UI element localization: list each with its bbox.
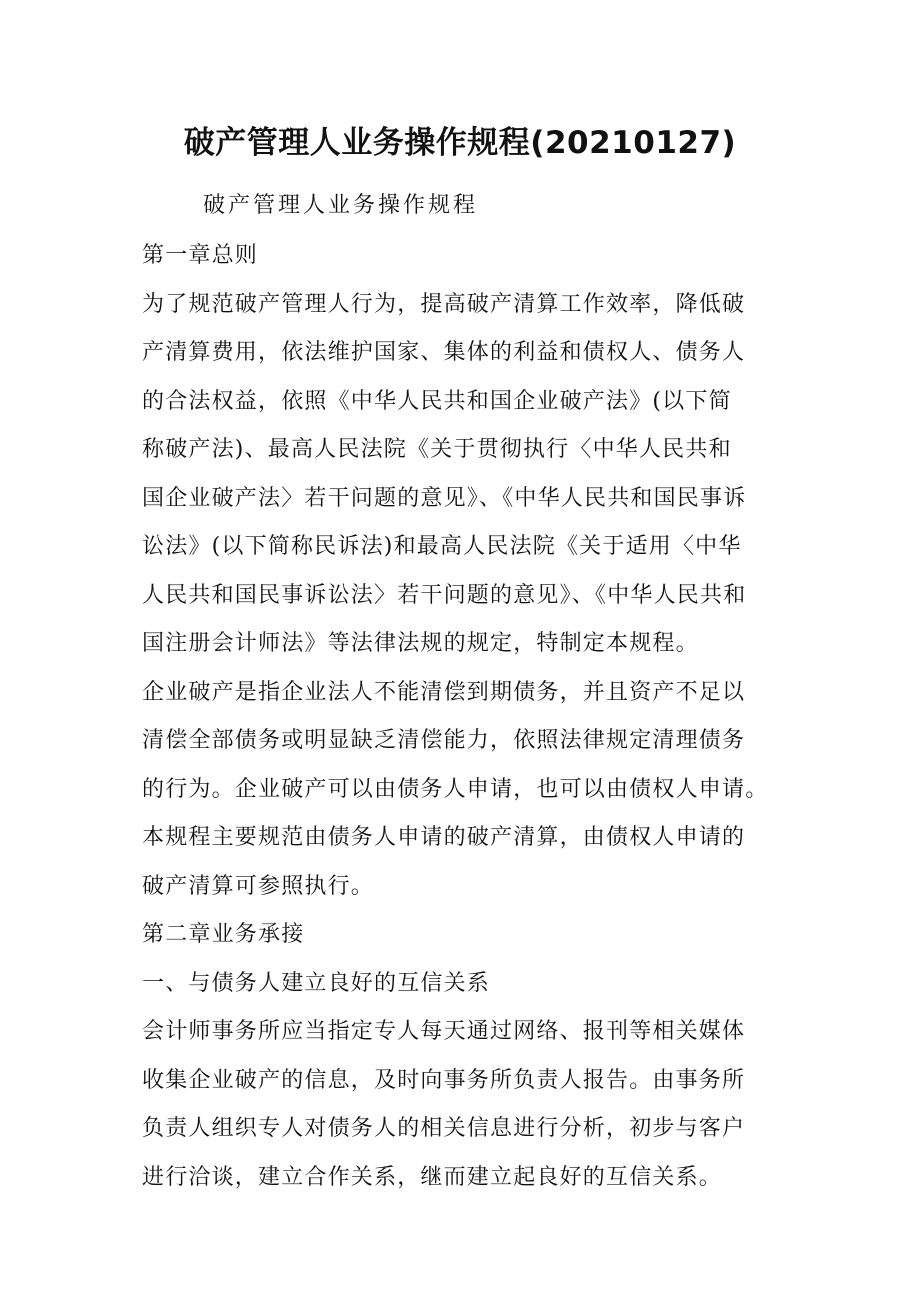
text-line: 国企业破产法〉若干问题的意见》、《中华人民共和国民事诉 [142,485,747,511]
text-line: 收集企业破产的信息，及时向事务所负责人报告。由事务所 [142,1067,746,1093]
text-line: 为了规范破产管理人行为，提高破产清算工作效率，降低破 [142,291,746,317]
text-line: 的合法权益，依照《中华人民共和国企业破产法》(以下简 [142,388,732,414]
text-line: 企业破产是指企业法人不能清偿到期债务，并且资产不足以 [142,679,746,705]
text-line: 本规程主要规范由债务人申请的破产清算，由债权人申请的 [142,825,746,850]
text-line: 破产清算可参照执行。 [142,873,375,899]
text-line: 第二章业务承接 [142,922,305,947]
text-line: 一、与债务人建立良好的互信关系 [142,970,491,996]
document-title: 破产管理人业务操作规程(20210127) [183,125,737,161]
text-line: 人民共和国民事诉讼法〉若干问题的意见》、《中华人民共和 [142,582,747,608]
document-body [142,232,782,1202]
text-line: 负责人组织专人对债务人的相关信息进行分析，初步与客户 [142,1116,746,1141]
text-line: 称破产法)、最高人民法院《关于贯彻执行〈中华人民共和 [142,437,732,462]
text-line: 第一章总则 [142,243,259,268]
text-line: 清偿全部债务或明显缺乏清偿能力，依照法律规定清理债务 [142,728,746,753]
text-line: 讼法》(以下简称民诉法)和最高人民法院《关于适用〈中华 [142,534,742,559]
document-subtitle: 破产管理人业务操作规程 [203,193,479,218]
text-line: 的行为。企业破产可以由债务人申请，也可以由债权人申请。 [142,776,769,802]
text-line: 进行洽谈，建立合作关系，继而建立起良好的互信关系。 [142,1164,723,1190]
text-line: 会计师事务所应当指定专人每天通过网络、报刊等相关媒体 [142,1019,746,1044]
text-line: 产清算费用，依法维护国家、集体的利益和债权人、债务人 [142,340,746,365]
text-line: 国注册会计师法》等法律法规的规定，特制定本规程。 [142,631,699,656]
